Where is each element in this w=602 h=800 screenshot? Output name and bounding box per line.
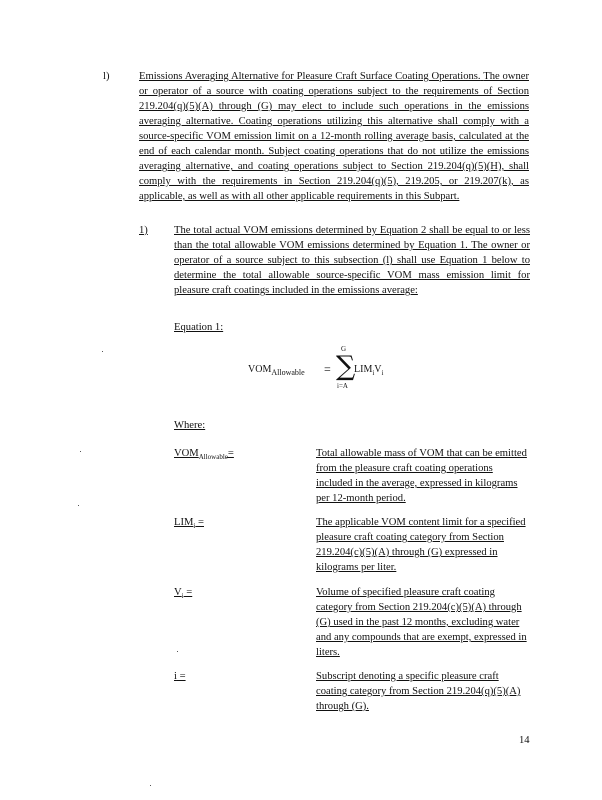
scan-speck	[78, 505, 79, 506]
equation-label: Equation 1:	[174, 322, 224, 333]
scan-speck	[80, 451, 81, 452]
definition-term-i	[174, 669, 294, 688]
scan-speck	[150, 785, 151, 786]
definition-term-base: VOM	[174, 448, 199, 459]
summation-lower-limit: i=A	[337, 382, 348, 390]
scan-speck	[177, 651, 178, 652]
equation-lhs-base: VOM	[248, 364, 272, 375]
definition-text-v: Volume of specified pleasure craft coating category from Section 219.204(c)(5)(A) through (G) used in the past 12 months, excluding water and any compounds that are exempt, expressed in liters.	[316, 587, 527, 658]
definition-term-suffix: =	[227, 448, 234, 459]
where-label: Where:	[174, 420, 206, 431]
definition-term-v	[174, 585, 294, 604]
subsection-body: The total actual VOM emissions determined by Equation 2 shall be equal to or less than the total allowable VOM emissions determined by Equation 1. The owner or operator of a source subject to this subsection (l) shall use Equation 1 below to determine the total allowable source-specific VOM mass emission limit for pleasure craft coatings included in the emissions average:	[174, 225, 530, 296]
equation-rhs-v: V	[374, 364, 382, 375]
equation-lhs	[248, 362, 305, 380]
summation-sigma-icon: ∑	[336, 351, 356, 382]
definition-term-subscript: i	[181, 592, 184, 601]
equation-rhs-v-subscript: i	[381, 369, 384, 377]
section-paragraph	[139, 69, 529, 204]
page-number: 14	[519, 735, 530, 746]
equation-equals: =	[324, 362, 331, 376]
definition-term-lim	[174, 515, 294, 534]
equation-rhs	[354, 362, 383, 381]
summation-upper-limit: G	[341, 345, 347, 353]
definition-term-vom-allowable	[174, 446, 294, 465]
section-heading: Emissions Averaging Alternative for Pleasure Craft Surface Coating Operations.	[139, 71, 481, 82]
scan-speck	[102, 351, 103, 352]
equation-rhs-lim-subscript: i	[372, 369, 375, 377]
definition-term-base: i	[174, 671, 177, 682]
equation-1	[248, 345, 388, 400]
definition-text-i: Subscript denoting a specific pleasure craft coating category from Section 219.204(q)(5)(A) through (G).	[316, 671, 521, 712]
definition-text-lim: The applicable VOM content limit for a specified pleasure craft coating category from Section 219.204(c)(5)(A) through (G) expressed in kilograms per liter.	[316, 517, 526, 573]
equation-lhs-subscript: Allowable	[271, 368, 305, 377]
definition-term-suffix: =	[176, 671, 186, 682]
definition-term-suffix: =	[183, 587, 193, 598]
definition-text-vom-allowable: Total allowable mass of VOM that can be emitted from the pleasure craft coating operations included in the average, expressed in kilograms per 12-month period.	[316, 448, 527, 504]
section-label: l)	[103, 71, 110, 82]
definition-term-suffix: =	[195, 517, 204, 528]
definition-term-base: LIM	[174, 517, 194, 528]
equation-rhs-lim: LIM	[354, 364, 373, 375]
definition-term-base: V	[174, 587, 182, 598]
section-body: The owner or operator of a source with coating operations subject to the requirements of Section 219.204(q)(5)(A) through (G) may elect to include such operations in the emissions averaging alternative. Coating operations utilizing this alternative shall comply with a source-specific VOM emission limit on a 12-month rolling average basis, calculated at the end of each calendar month. Subject coating operations that do not utilize the emissions averaging alternative, and coating operations subject to Section 219.204(q)(5)(H), shall comply with the requirements in Section 219.204(q)(5), 219.205, or 219.207(k), as applicable, as well as with all other applicable requirements in this Subpart.	[139, 71, 529, 202]
subsection-label: 1)	[139, 225, 148, 236]
definition-term-subscript: Allowable	[198, 453, 228, 462]
definition-term-subscript: i	[193, 522, 196, 531]
